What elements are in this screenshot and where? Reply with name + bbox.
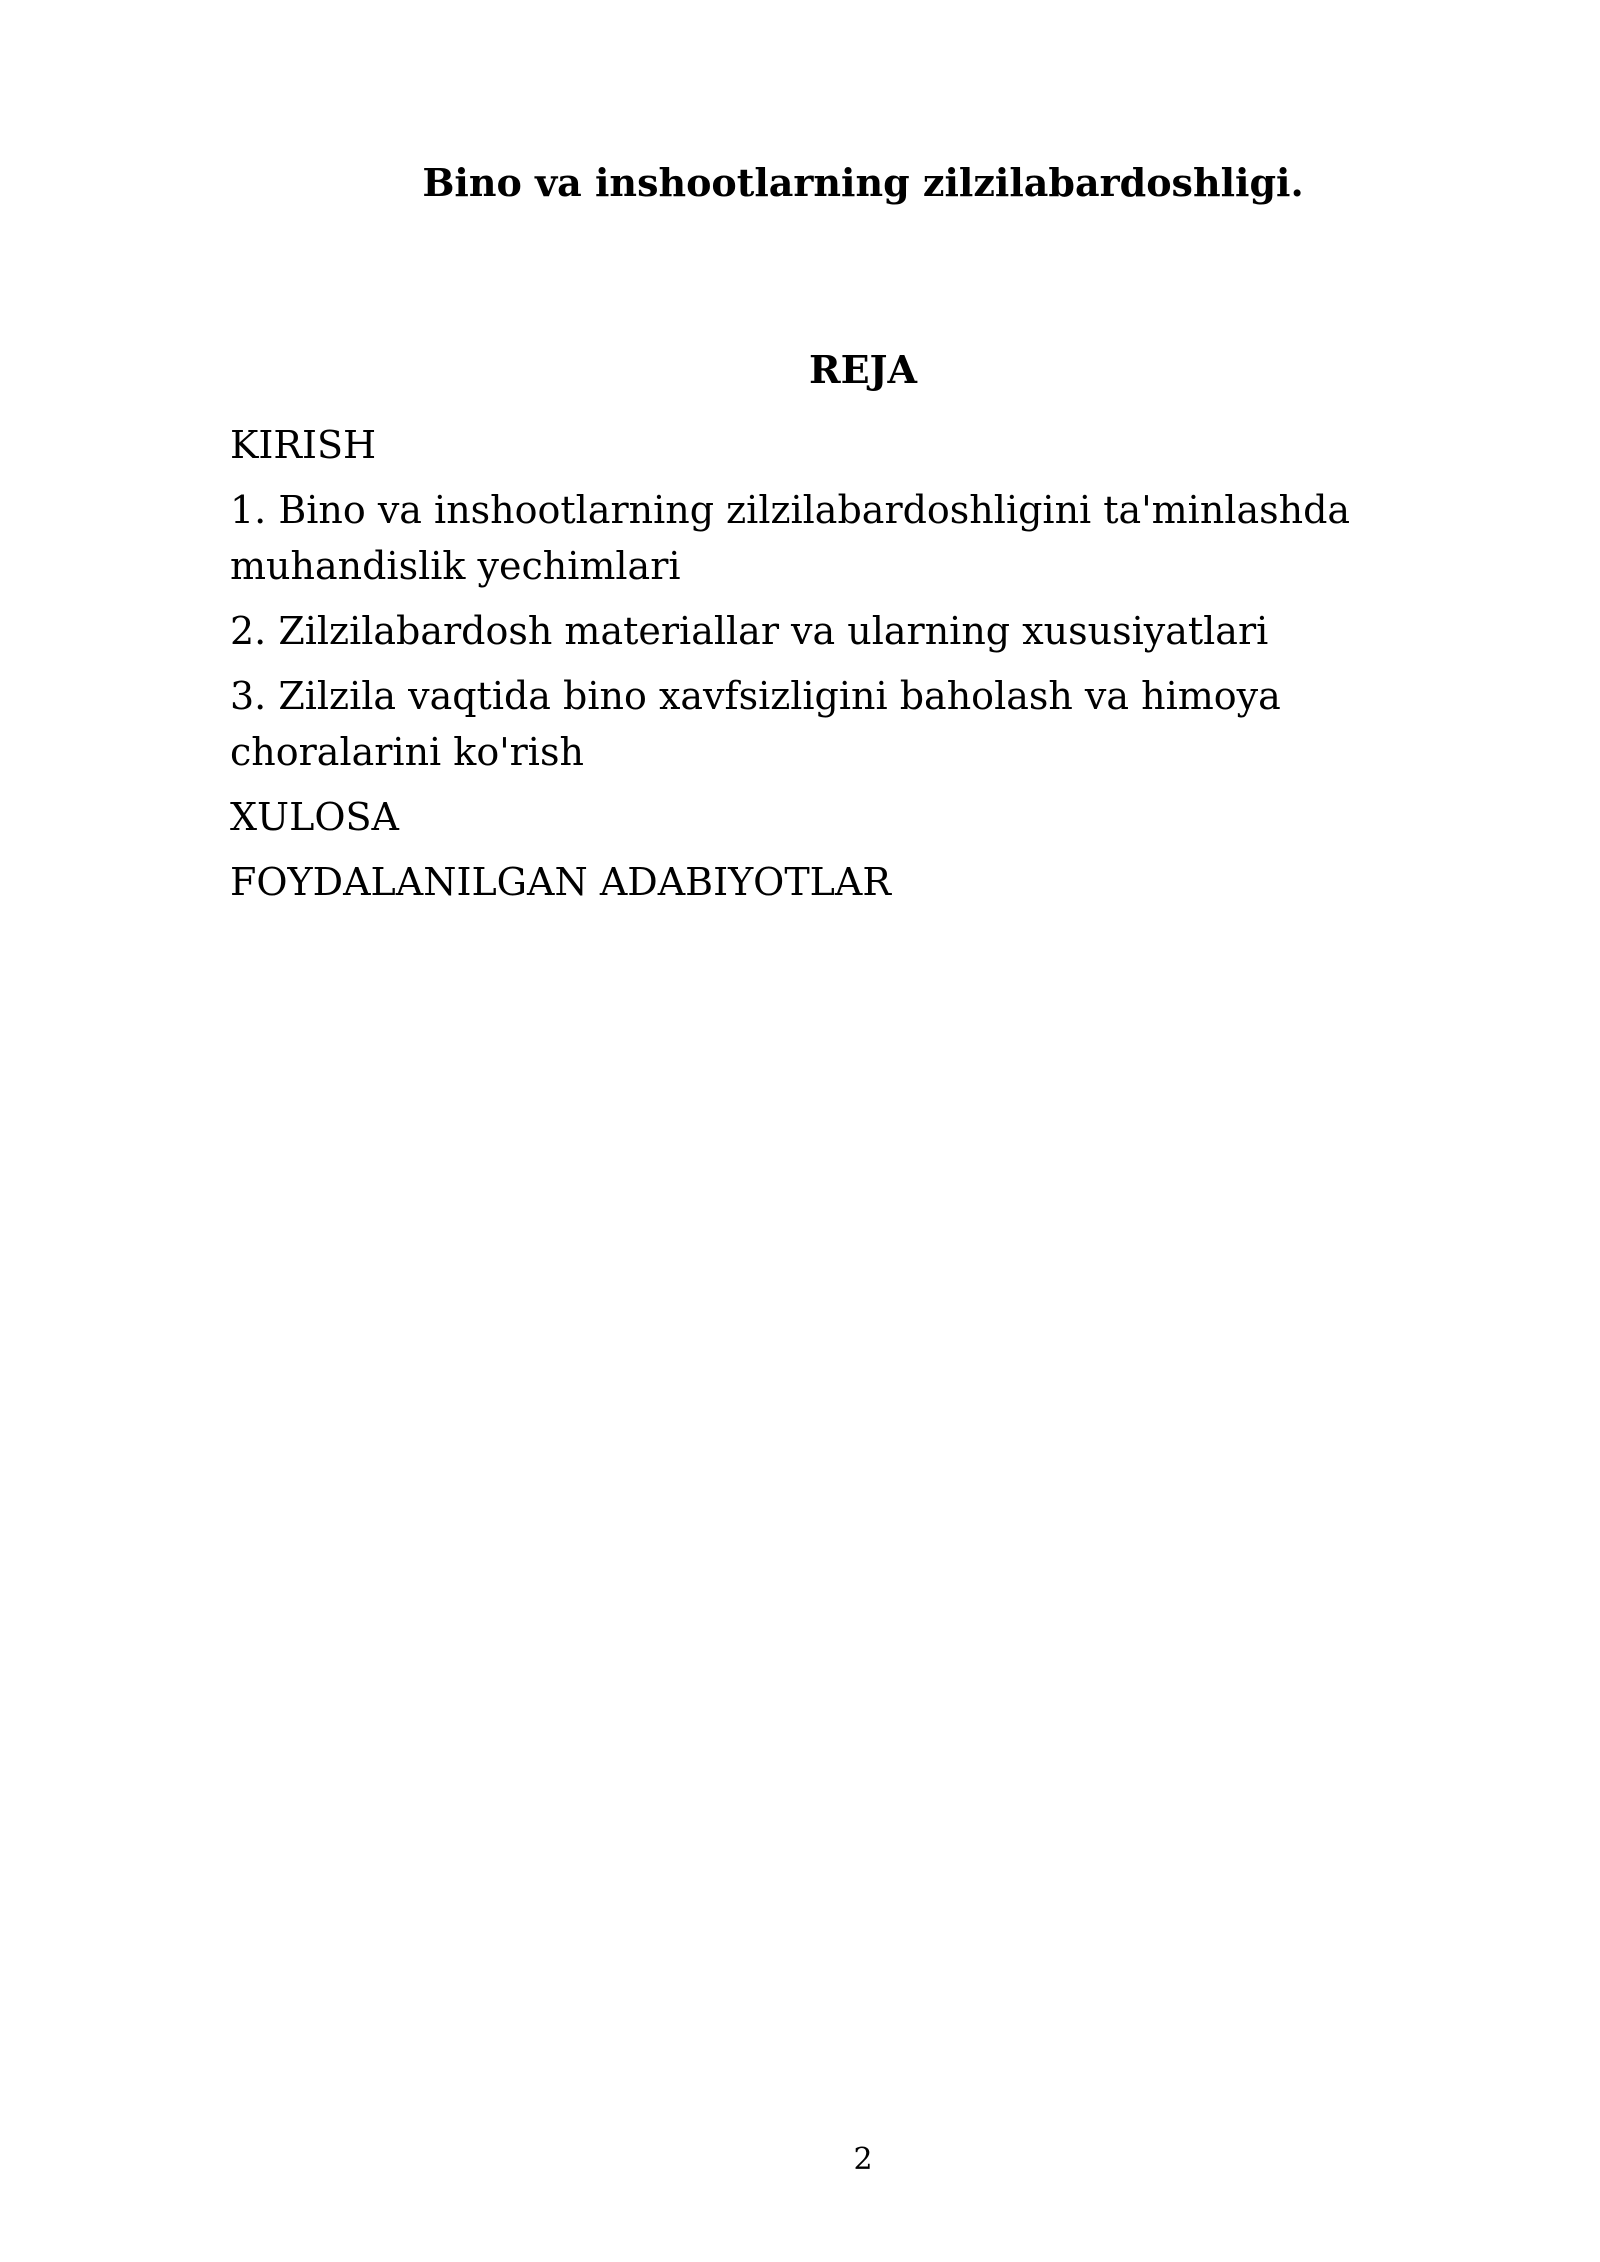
page-number: 2	[853, 2142, 873, 2177]
plan-item-2: 2. Zilzilabardosh materiallar va ularning xususiyatlari	[230, 609, 1269, 653]
plan-item-intro: KIRISH	[230, 423, 377, 467]
plan-item-references: FOYDALANILGAN ADABIYOTLAR	[230, 860, 891, 904]
plan-heading: REJA	[808, 347, 917, 392]
plan-list	[230, 417, 1380, 919]
plan-item-1: 1. Bino va inshootlarning zilzilabardoshligini ta'minlashda muhandislik yechimlari	[230, 488, 1351, 588]
plan-item-conclusion: XULOSA	[230, 795, 399, 839]
document-title: Bino va inshootlarning zilzilabardoshligi.	[422, 160, 1304, 205]
plan-item-3: 3. Zilzila vaqtida bino xavfsizligini baholash va himoya choralarini ko'rish	[230, 674, 1281, 774]
